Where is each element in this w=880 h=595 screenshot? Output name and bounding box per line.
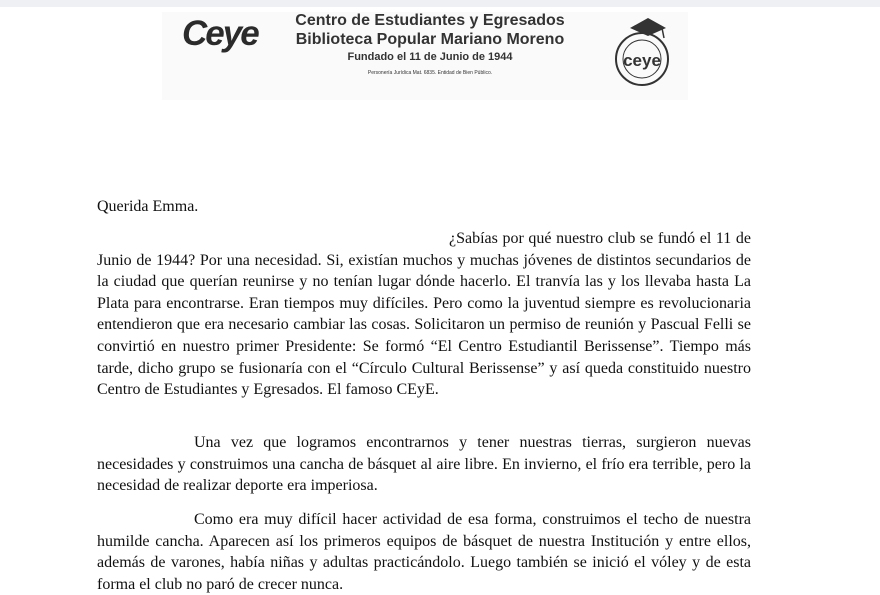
seal-text: ceye [623, 51, 661, 70]
letter-paragraph-1: ¿Sabías por qué nuestro club se fundó el 11 de Junio de 1944? Por una necesidad. Si, existían muchos y muchas jóvenes de distintos secundarios de la ciudad que querían reunirse y no tenían lugar dónde hacerlo. El tranvía las y los llevaba hasta La Plata para encontrarse. Eran tiempos muy difíciles. Pero como la juventud siempre es revolucionaria entendieron que era necesario cambiar las cosas. Solicitaron un permiso de reunión y Pascual Felli se convirtió en nuestro primer Presidente: Se formó “El Centro Estudiantil Berissense”. Tiempo más tarde, dicho grupo se fusionaría con el “Círculo Cultural Berissense” y así queda constituido nuestro Centro de Estudiantes y Egresados. El famoso CEyE. [97, 230, 751, 399]
ceye-logo: Ceye [182, 14, 258, 53]
letter-paragraph-3: Como era muy difícil hacer actividad de esa forma, construimos el techo de nuestra humilde cancha. Aparecen así los primeros equipos de básquet de nuestra Institución y entre ellos, además de varones, había niñas y adultas practicándolo. Luego también se inició el vóley y de esta forma el club no paró de crecer nunca. [97, 511, 751, 593]
letter-greeting: Querida Emma. [97, 198, 199, 215]
seal-logo [604, 14, 686, 94]
letterhead-line-4: Personería Jurídica Mat. 6835. Entidad de Bien Público. [367, 70, 493, 76]
top-bar [0, 0, 880, 7]
letterhead-line-2: Biblioteca Popular Mariano Moreno [295, 31, 565, 48]
letterhead-line-3: Fundado el 11 de Junio de 1944 [347, 51, 513, 63]
letter-paragraph-2: Una vez que logramos encontrarnos y tener nuestras tierras, surgieron nuevas necesidades y construimos una cancha de básquet al aire libre. En invierno, el frío era terrible, pero la necesidad de realizar deporte era imperiosa. [97, 434, 751, 495]
letterhead-line-1: Centro de Estudiantes y Egresados [295, 12, 565, 29]
